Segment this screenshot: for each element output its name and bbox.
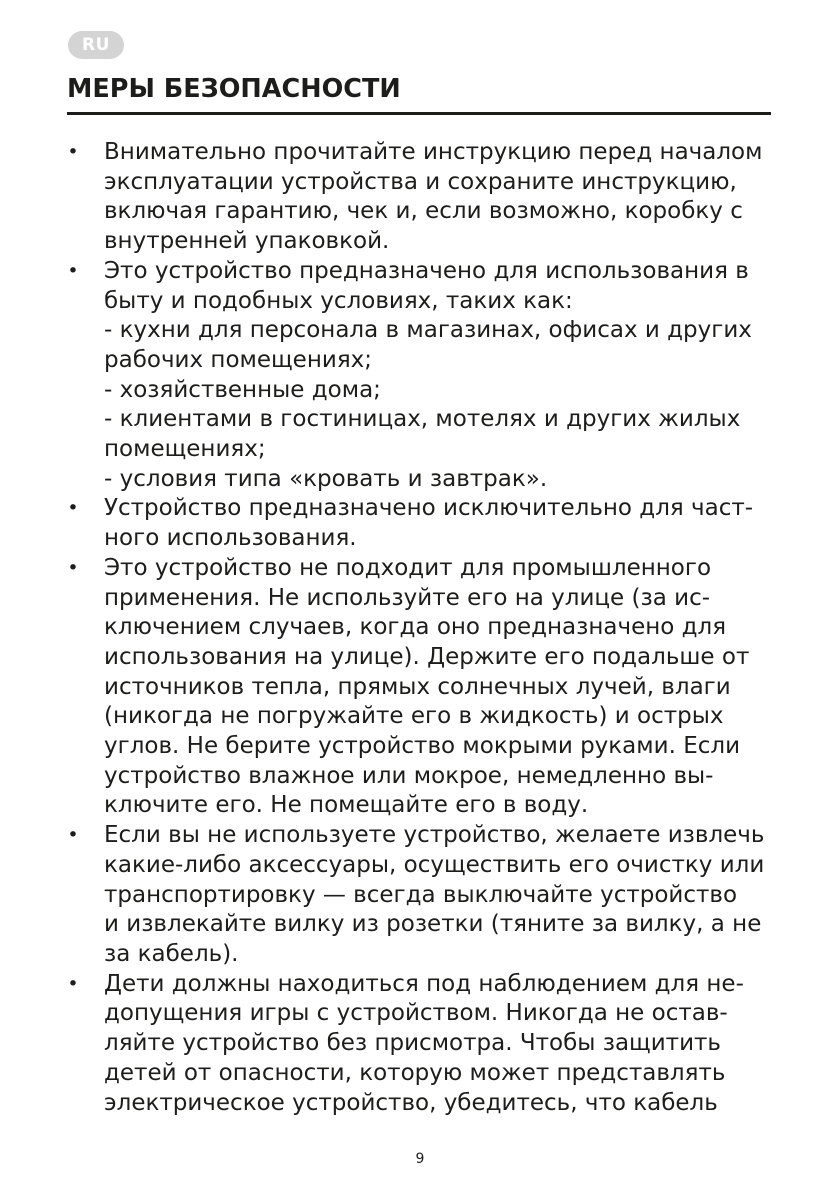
bullet-icon: •	[67, 497, 79, 520]
text-line: ляйте устройство без присмотра. Чтобы защитить	[104, 1030, 721, 1057]
text-line: - условия типа «кровать и завтрак».	[104, 465, 548, 492]
text-line: транспортировку — всегда выключайте устройство	[104, 881, 738, 908]
text-line: какие-либо аксессуары, осуществить его очистку или	[104, 851, 765, 878]
bullet-icon: •	[67, 824, 79, 847]
bullet-icon: •	[67, 141, 79, 163]
bullet-icon: •	[67, 556, 79, 579]
text-line: (никогда не погружайте его в жидкость) и острых	[104, 703, 724, 730]
page-number: 9	[415, 1151, 425, 1167]
page-title: МЕРЫ БЕЗОПАСНОСТИ	[67, 74, 401, 104]
safety-item	[67, 257, 777, 495]
text-line: - хозяйственные дома;	[104, 376, 381, 403]
text-line: электрическое устройство, убедитесь, что кабель	[104, 1089, 718, 1116]
language-badge: RU	[68, 31, 124, 59]
text-line: - клиентами в гостиницах, мотелях и других жилых	[104, 406, 741, 433]
safety-instructions-list	[67, 138, 777, 1118]
text-line: рабочих помещениях;	[104, 346, 373, 373]
text-line: углов. Не берите устройство мокрыми руками. Если	[104, 733, 741, 760]
text-line: Дети должны находиться под наблюдением для не-	[104, 970, 744, 997]
safety-item	[67, 138, 777, 257]
text-line: допущения игры с устройством. Никогда не остав-	[104, 1000, 728, 1027]
text-line: детей от опасности, которую может представлять	[104, 1059, 726, 1086]
text-line: внутренней упаковкой.	[104, 228, 390, 255]
text-line: применения. Не используйте его на улице (за ис-	[104, 584, 711, 611]
text-line: включая гарантию, чек и, если возможно, коробку с	[104, 198, 743, 225]
text-line: Устройство предназначено исключительно для част-	[104, 495, 754, 522]
text-line: за кабель).	[104, 940, 239, 967]
text-line: помещениях;	[104, 436, 266, 463]
title-divider	[67, 112, 771, 115]
safety-item	[67, 970, 777, 1119]
text-line: - кухни для персонала в магазинах, офисах и других	[104, 317, 752, 344]
text-line: и извлекайте вилку из розетки (тяните за вилку, а не	[104, 911, 762, 938]
safety-item	[67, 821, 777, 970]
text-line: быту и подобных условиях, таких как:	[104, 287, 573, 314]
text-line: ключением случаев, когда оно предназначено для	[104, 614, 727, 641]
text-line: Внимательно прочитайте инструкцию перед началом	[104, 139, 763, 165]
bullet-icon: •	[67, 972, 79, 995]
text-line: ного использования.	[104, 525, 357, 552]
safety-item	[67, 554, 777, 821]
text-line: эксплуатации устройства и сохраните инструкцию,	[104, 168, 737, 195]
text-line: Это устройство предназначено для использования в	[104, 257, 749, 284]
text-line: использования на улице). Держите его подальше от	[104, 643, 750, 670]
text-line: Если вы не используете устройство, желаете извлечь	[104, 822, 765, 849]
bullet-icon: •	[67, 259, 79, 282]
safety-item	[67, 494, 777, 553]
text-line: ключите его. Не помещайте его в воду.	[104, 792, 589, 819]
text-line: источников тепла, прямых солнечных лучей, влаги	[104, 673, 731, 700]
text-line: Это устройство не подходит для промышленного	[104, 554, 712, 581]
text-line: устройство влажное или мокрое, немедленно вы-	[104, 762, 714, 789]
